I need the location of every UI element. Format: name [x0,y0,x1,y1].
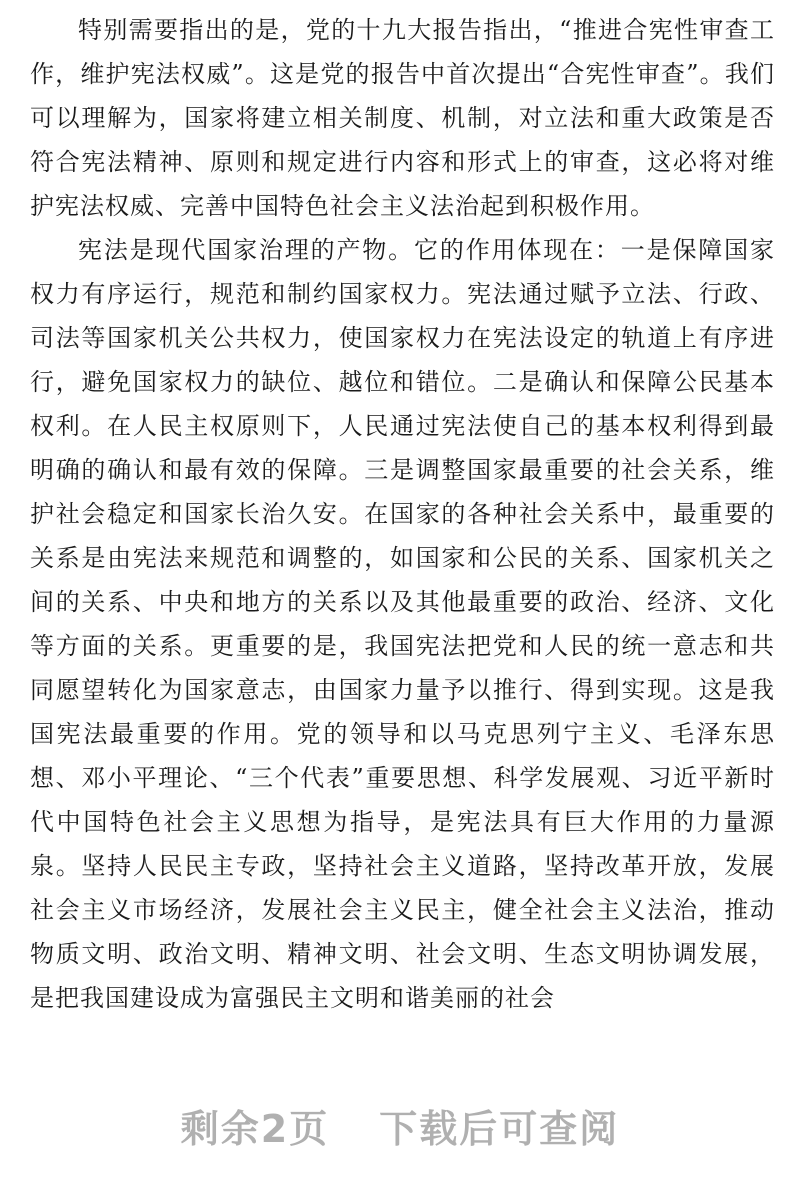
paragraph-constitution-role: 宪法是现代国家治理的产物。它的作用体现在：一是保障国家权力有序运行，规范和制约国家权力。宪法通过赋予立法、行政、司法等国家机关公共权力，使国家权力在宪法设定的轨道上有序进行，避免国家权力的缺位、越位和错位。二是确认和保障公民基本权利。在人民主权原则下，人民通过宪法使自己的基本权利得到最明确的确认和最有效的保障。三是调整国家最重要的社会关系，维护社会稳定和国家长治久安。在国家的各种社会关系中，最重要的关系是由宪法来规范和调整的，如国家和公民的关系、国家机关之间的关系、中央和地方的关系以及其他最重要的政治、经济、文化等方面的关系。更重要的是，我国宪法把党和人民的统一意志和共同愿望转化为国家意志，由国家力量予以推行、得到实现。这是我国宪法最重要的作用。党的领导和以马克思列宁主义、毛泽东思想、邓小平理论、“三个代表”重要思想、科学发展观、习近平新时代中国特色社会主义思想为指导，是宪法具有巨大作用的力量源泉。坚持人民民主专政，坚持社会主义道路，坚持改革开放，发展社会主义市场经济，发展社会主义民主，健全社会主义法治，推动物质文明、政治文明、精神文明、社会文明、生态文明协调发展，是把我国建设成为富强民主文明和谐美丽的社会 [30,236,775,1012]
download-hint-label: 下载后可查阅 [379,1107,620,1151]
document-body [30,8,775,1020]
download-banner[interactable] [0,1098,800,1153]
paragraph-review: 特别需要指出的是，党的十九大报告指出，“推进合宪性审查工作，维护宪法权威”。这是党的报告中首次提出“合宪性审查”。我们可以理解为，国家将建立相关制度、机制，对立法和重大政策是否符合宪法精神、原则和规定进行内容和形式上的审查，这必将对维护宪法权威、完善中国特色社会主义法治起到积极作用。 [30,16,775,220]
remaining-pages-label: 剩余2页 [180,1107,330,1151]
